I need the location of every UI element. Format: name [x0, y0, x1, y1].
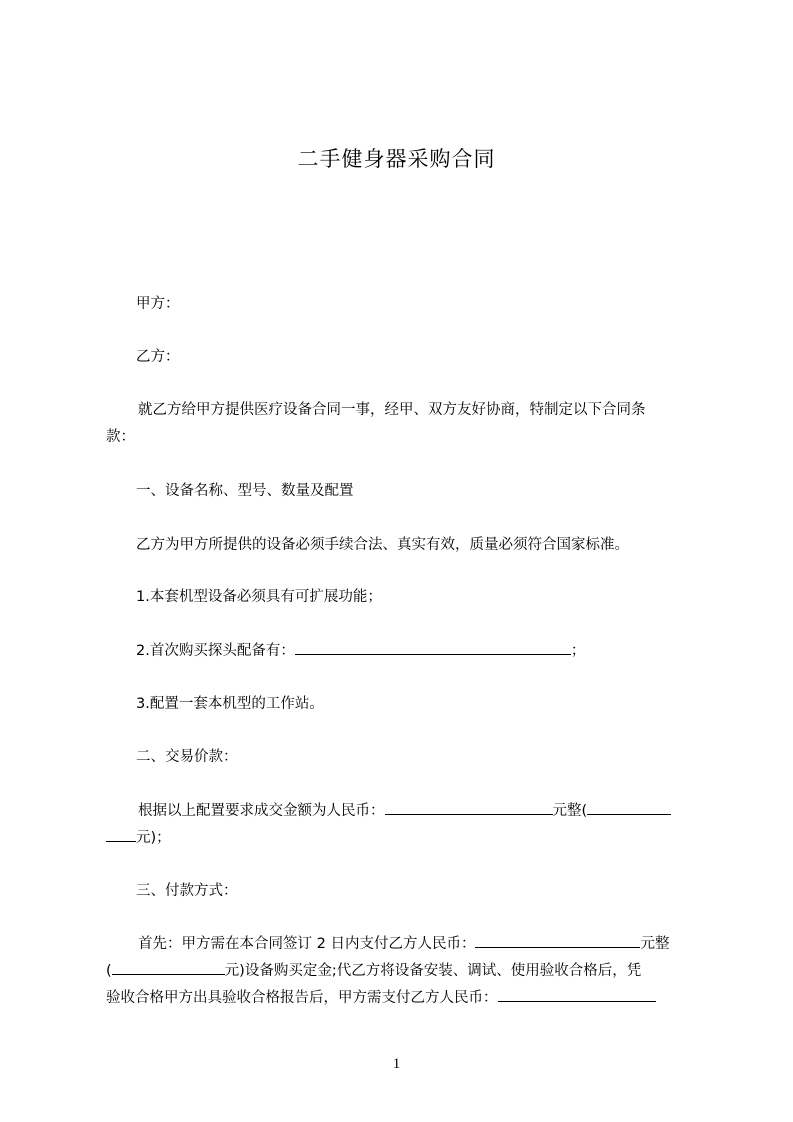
- item-2: [136, 639, 585, 660]
- item-2-suffix: ；: [570, 643, 586, 659]
- page-number: 1: [392, 1056, 401, 1072]
- party-b-label: 乙方：: [136, 349, 180, 365]
- payment-text-2: 元)设备购买定金;代乙方将设备安装、调试、使用验收合格后，凭: [224, 963, 642, 979]
- intro-line-2: 款：: [106, 429, 135, 445]
- intro-line-1: 就乙方给甲方提供医疗设备合同一事，经甲、双方友好协商，特制定以下合同条: [138, 402, 646, 418]
- price-mid-text: 元整(: [552, 803, 588, 819]
- price-words-blank-cont: [106, 827, 136, 842]
- section-1-heading: 一、设备名称、型号、数量及配置: [136, 483, 354, 499]
- item-2-text: 2.首次购买探头配备有：: [136, 643, 295, 659]
- deposit-words-blank: [112, 960, 225, 975]
- price-line-2-text: 元)；: [136, 830, 171, 846]
- payment-text-3: 验收合格甲方出具验收合格报告后，甲方需支付乙方人民币：: [106, 990, 498, 1006]
- payment-line-2: [106, 959, 641, 980]
- document-title: 二手健身器采购合同: [297, 147, 496, 171]
- final-payment-blank: [498, 987, 656, 1002]
- price-words-blank: [587, 800, 671, 815]
- payment-line-3: [106, 986, 656, 1007]
- section-2-heading: 二、交易价款：: [136, 749, 238, 765]
- payment-text-1: 首先：甲方需在本合同签订 2 日内支付乙方人民币：: [138, 936, 476, 952]
- price-line-1: [138, 799, 671, 820]
- payment-line-1: [138, 932, 669, 953]
- price-line-2: [106, 826, 171, 847]
- section-1-paragraph: 乙方为甲方所提供的设备必须手续合法、真实有效，质量必须符合国家标准。: [136, 537, 629, 553]
- payment-paren: (: [106, 963, 112, 979]
- section-3-heading: 三、付款方式：: [136, 883, 238, 899]
- item-1: 1.本套机型设备必须具有可扩展功能；: [136, 589, 382, 605]
- item-3: 3.配置一套本机型的工作站。: [136, 696, 324, 712]
- deposit-amount-blank: [475, 933, 640, 948]
- price-text: 根据以上配置要求成交金额为人民币：: [138, 803, 385, 819]
- party-a-label: 甲方：: [136, 296, 180, 312]
- price-amount-blank: [385, 800, 553, 815]
- probe-blank-line: [295, 640, 571, 655]
- payment-text-1-suffix: 元整: [640, 936, 670, 952]
